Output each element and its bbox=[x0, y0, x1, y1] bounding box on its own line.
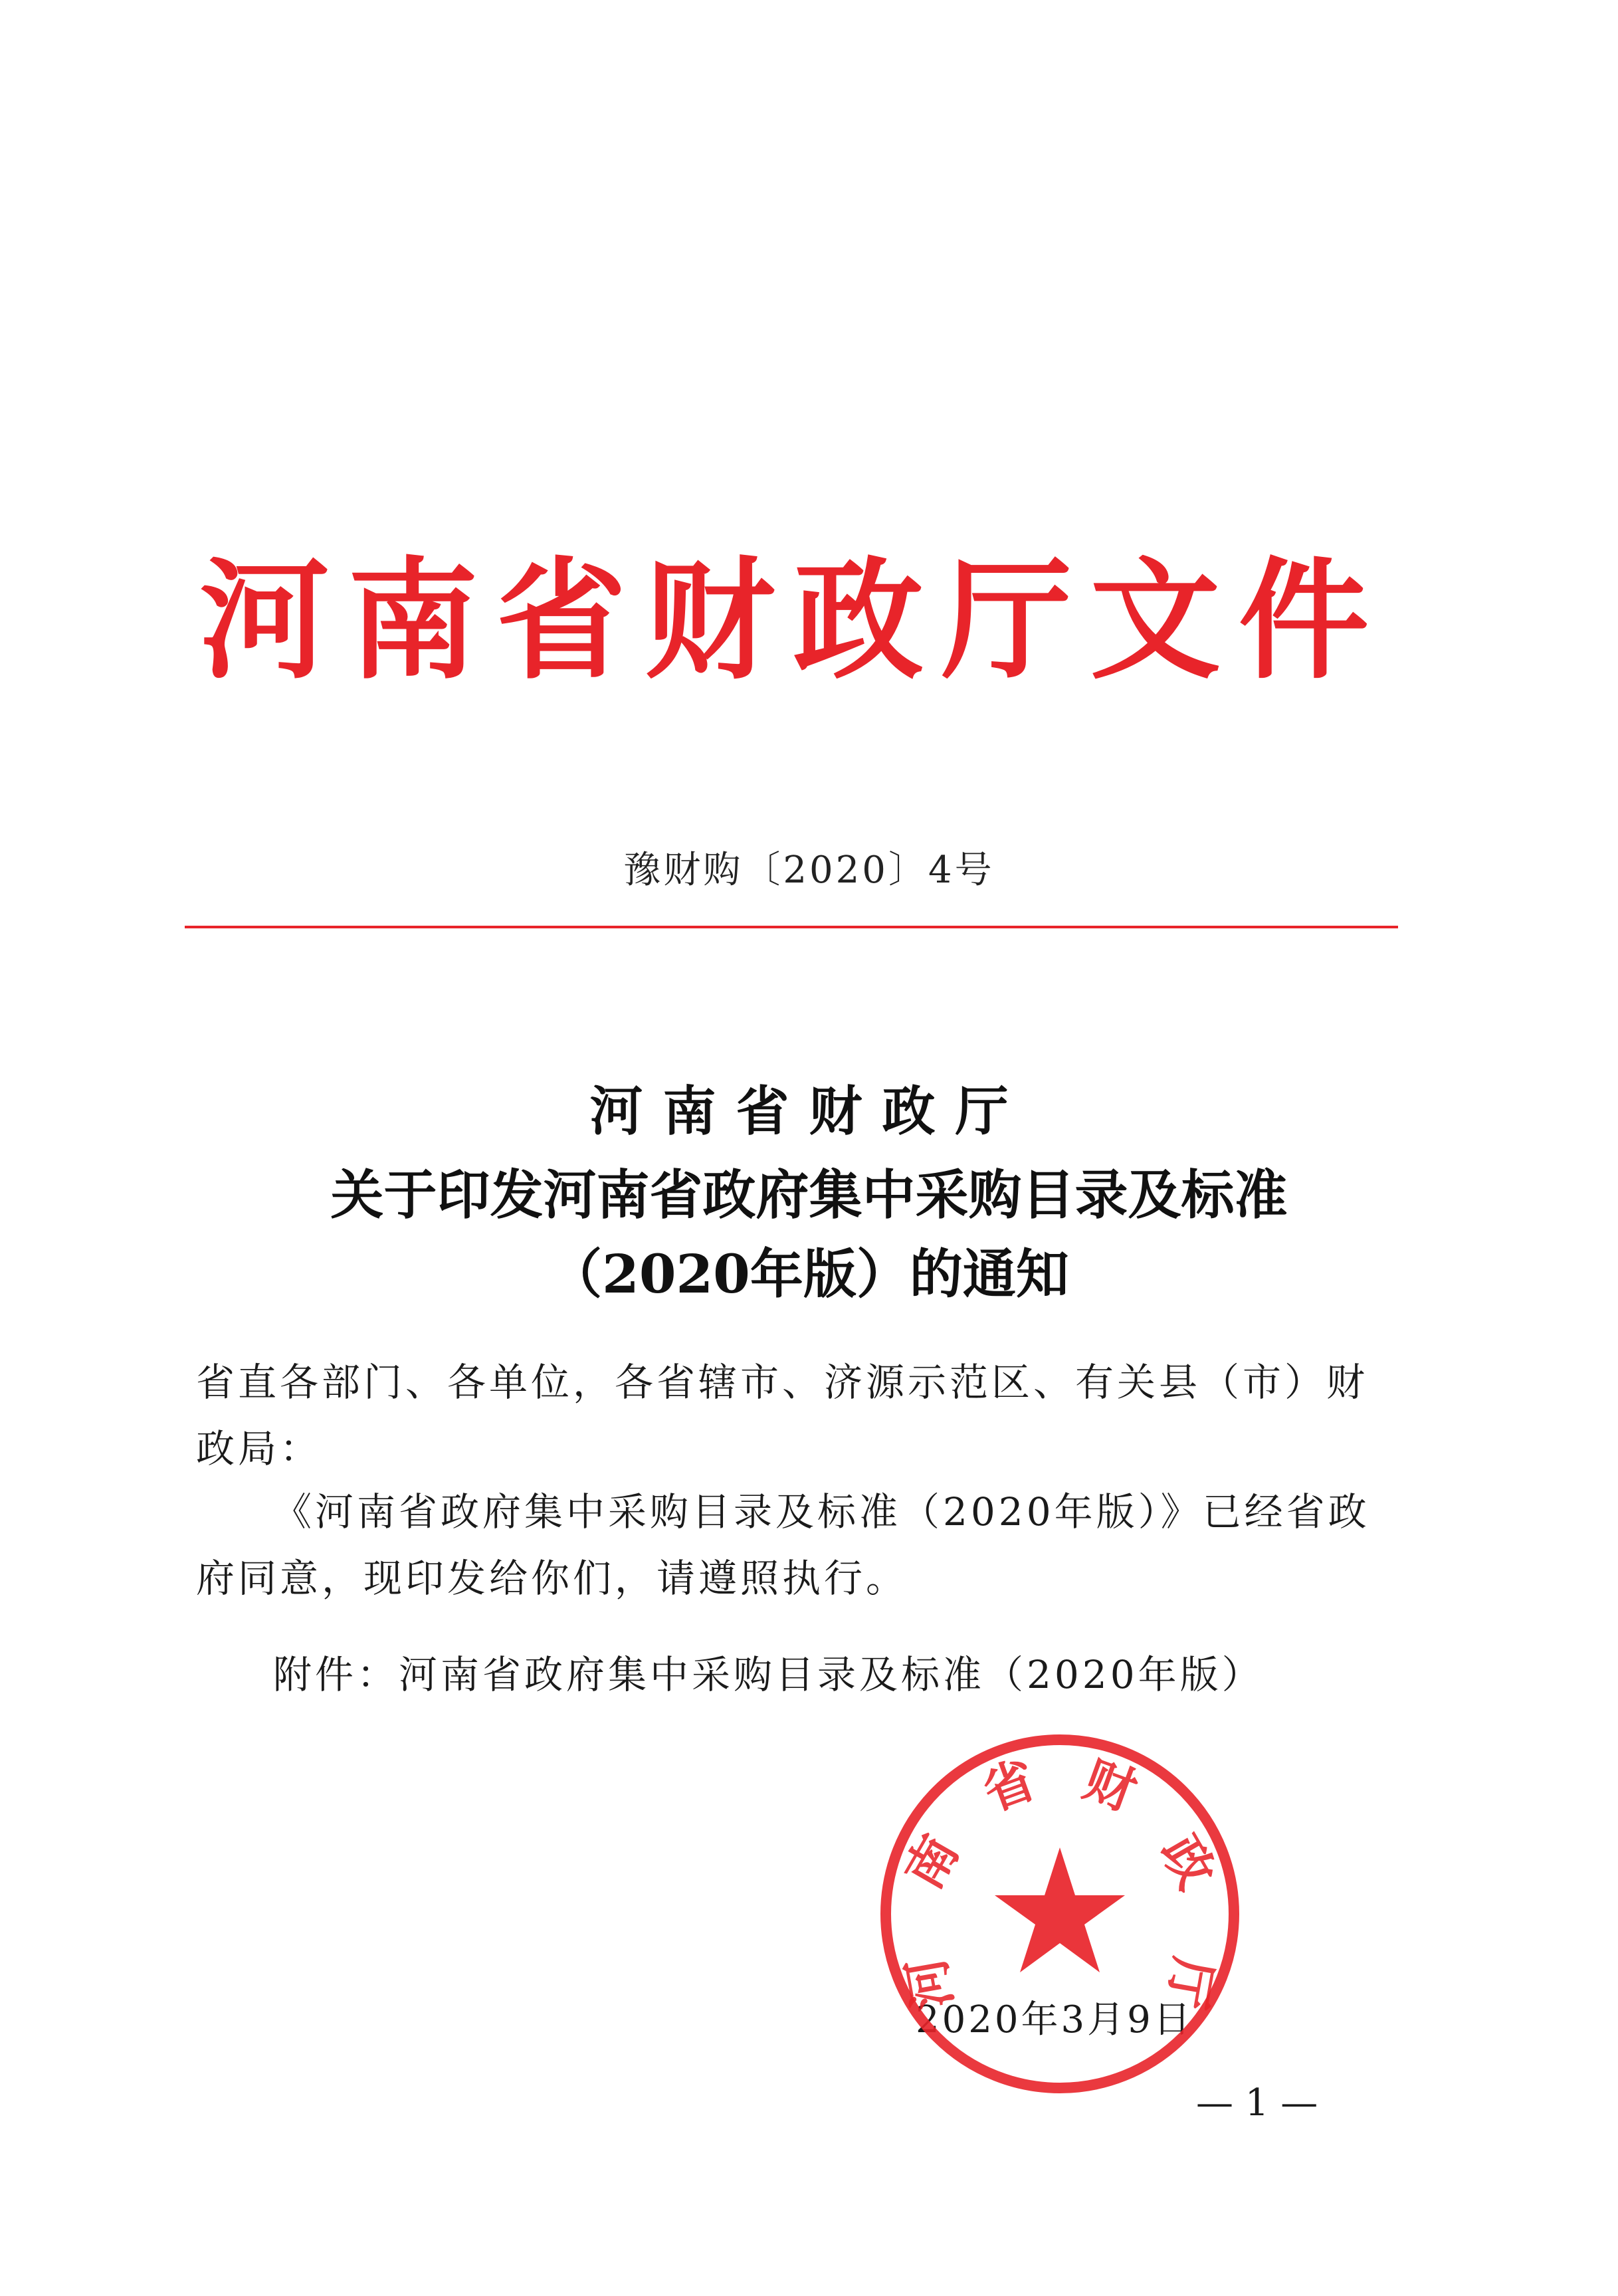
seal-star-icon bbox=[995, 1847, 1125, 1972]
issue-date: 2020年3月9日 bbox=[916, 1998, 1193, 2041]
svg-text:省: 省 bbox=[975, 1749, 1043, 1822]
attachment-line: 附件：河南省政府集中采购目录及标准（2020年版） bbox=[273, 1652, 1264, 1697]
svg-text:财: 财 bbox=[1076, 1749, 1144, 1822]
body-paragraph: 《河南省政府集中采购目录及标准（2020年版）》已经省政府同意，现印发给你们，请遵照执行。 bbox=[196, 1489, 1370, 1601]
document-number: 豫财购〔2020〕4号 bbox=[623, 849, 995, 892]
official-seal-stamp bbox=[874, 1728, 1246, 2100]
svg-text:政: 政 bbox=[1150, 1825, 1227, 1899]
issuer-banner: 河南省财政厅文件 bbox=[199, 546, 1369, 697]
page-number: — 1 — bbox=[1196, 2081, 1318, 2125]
title-subject-suffix: （2020年版）的通知 bbox=[549, 1243, 1069, 1305]
svg-text:南: 南 bbox=[893, 1825, 970, 1899]
red-divider-line bbox=[185, 926, 1398, 928]
title-subject: 关于印发河南省政府集中采购目录及标准 bbox=[330, 1164, 1288, 1226]
svg-text:厅: 厅 bbox=[1156, 1953, 1224, 2014]
addressee: 省直各部门、各单位，各省辖市、济源示范区、有关县（市）财政局： bbox=[196, 1360, 1369, 1471]
svg-text:河: 河 bbox=[896, 1953, 963, 2014]
title-issuer: 河南省财政厅 bbox=[589, 1080, 1029, 1142]
